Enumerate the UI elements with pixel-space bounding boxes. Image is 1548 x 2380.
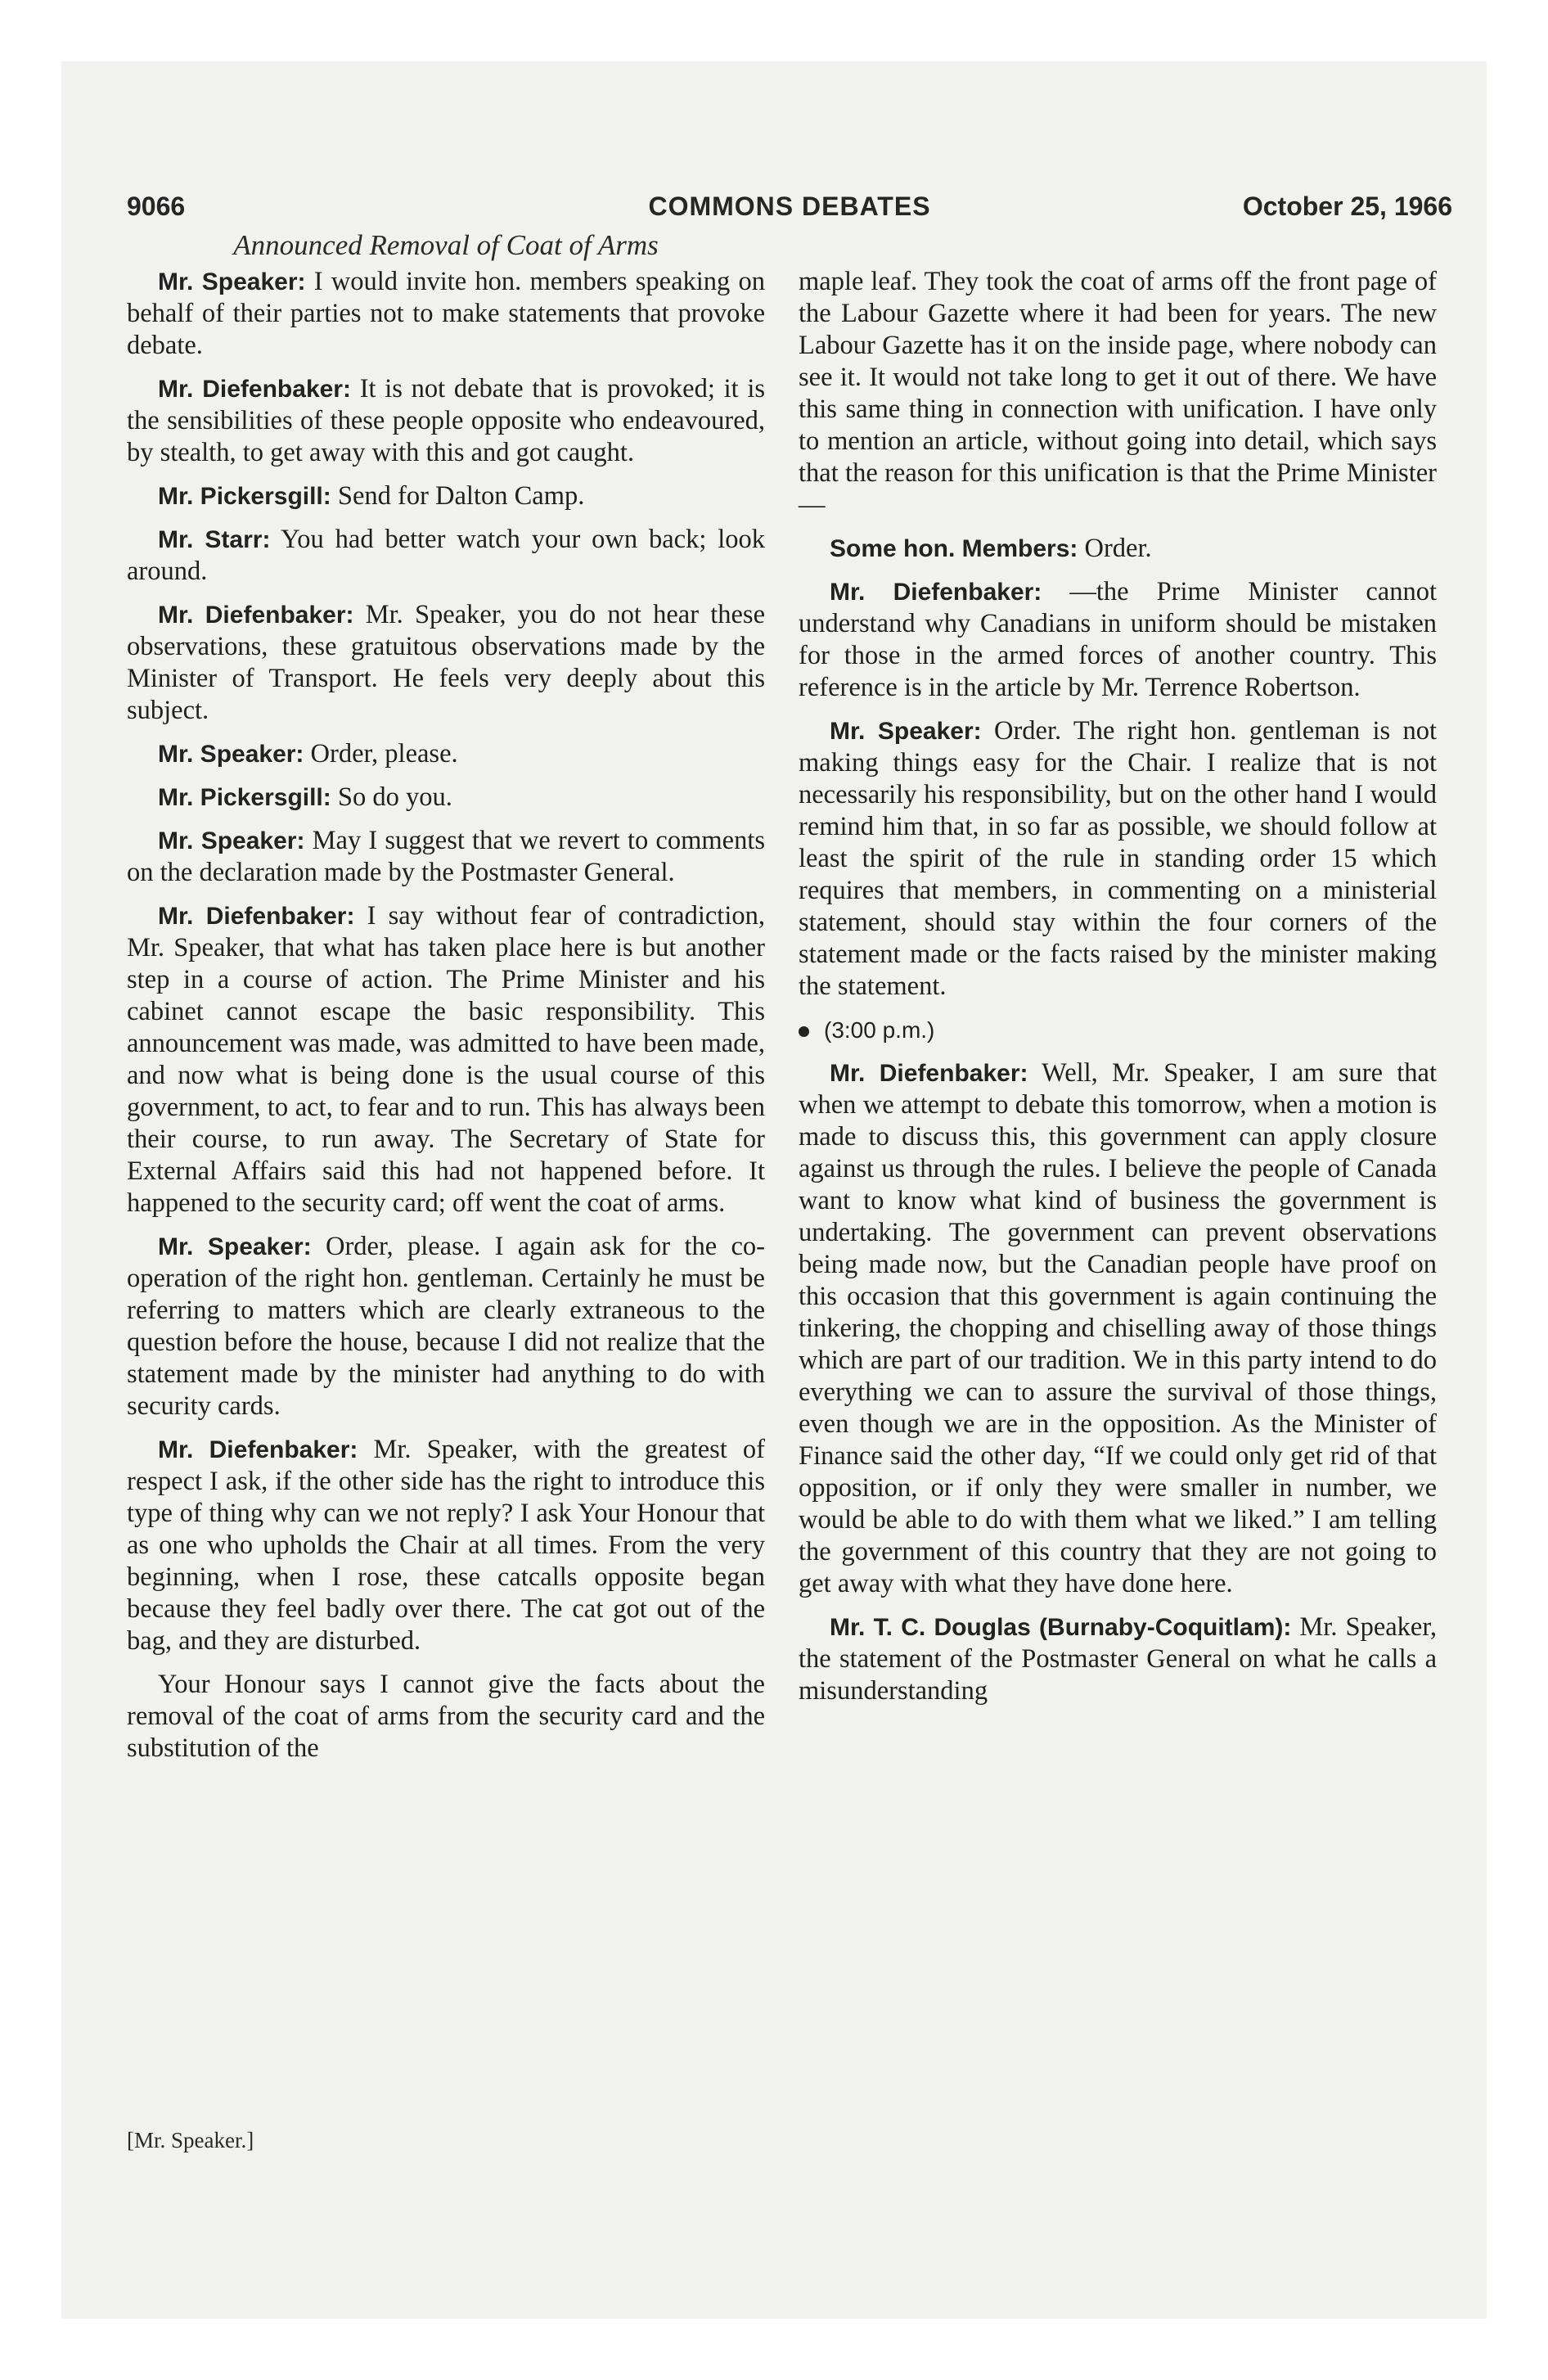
speech-text: Order, please. I again ask for the co-operation of the right hon. gentleman. Certainly he must be referring to matters which are clearly extraneous to the question before the house, because I did not realize that the statement made by the minister had anything to do with security cards. bbox=[127, 1232, 765, 1421]
speaker-name: Mr. Speaker: bbox=[158, 1233, 312, 1260]
time-marker-text: (3:00 p.m.) bbox=[824, 1017, 935, 1043]
speaker-name: Mr. Diefenbaker: bbox=[830, 1060, 1028, 1087]
speech-paragraph bbox=[799, 1611, 1437, 1707]
speaker-name: Some hon. Members: bbox=[830, 535, 1078, 562]
right-column bbox=[799, 266, 1437, 1719]
speech-text: It is not debate that is provoked; it is the sensibilities of these people opposite who endeavoured, by stealth, to get away with this and got caught. bbox=[127, 374, 766, 467]
speaker-name: Mr. Diefenbaker: bbox=[158, 602, 354, 629]
continued-paragraph: maple leaf. They took the coat of arms off the front page of the Labour Gazette where it had been for years. The new Labour Gazette has it on the inside page, where nobody can see it. It would not take long to get it out of there. We have this same thing in connection with unification. I have only to mention an article, without going into detail, which says that the reason for this unification is that the Prime Minister— bbox=[799, 267, 1437, 520]
speaker-name: Mr. T. C. Douglas (Burnaby-Coquitlam): bbox=[830, 1614, 1292, 1641]
speaker-name: Mr. Diefenbaker: bbox=[158, 1436, 358, 1463]
publication-title: COMMONS DEBATES bbox=[648, 192, 931, 221]
time-marker bbox=[799, 1014, 1437, 1046]
speaker-name: Mr. Pickersgill: bbox=[158, 784, 331, 811]
speaker-name: Mr. Pickersgill: bbox=[158, 483, 331, 510]
speech-text: Order. bbox=[1084, 534, 1152, 563]
publication-date: October 25, 1966 bbox=[1242, 192, 1452, 221]
speech-text: Mr. Speaker, with the greatest of respect I ask, if the other side has the right to introduce this type of thing why can we not reply? I ask Your Honour that as one who upholds the Chair at all times. From the very beginning, when I rose, these catcalls opposite began because they feel badly over there. The cat got out of the bag, and they are disturbed. bbox=[127, 1435, 765, 1656]
speech-paragraph bbox=[127, 738, 765, 770]
speech-paragraph bbox=[127, 782, 765, 814]
footnote: [Mr. Speaker.] bbox=[127, 2128, 254, 2152]
speech-paragraph bbox=[799, 576, 1437, 704]
speech-text: —the Prime Minister cannot understand why Canadians in uniform should be mistaken for those in the armed forces of another country. This reference is in the article by Mr. Terrence Robertson. bbox=[799, 577, 1437, 702]
speech-text: So do you. bbox=[337, 782, 452, 812]
speech-paragraph bbox=[127, 1434, 765, 1657]
speech-paragraph bbox=[127, 900, 765, 1219]
speech-paragraph bbox=[127, 373, 765, 469]
speech-paragraph bbox=[799, 533, 1437, 565]
speech-text: You had better watch your own back; look around. bbox=[127, 525, 765, 586]
speech-paragraph bbox=[799, 715, 1437, 1003]
speaker-name: Mr. Diefenbaker: bbox=[158, 903, 355, 930]
speaker-name: Mr. Speaker: bbox=[830, 718, 982, 745]
speech-text: I would invite hon. members speaking on behalf of their parties not to make statements that provoke debate. bbox=[127, 267, 766, 360]
speech-paragraph bbox=[127, 1231, 765, 1422]
speaker-name: Mr. Diefenbaker: bbox=[158, 376, 351, 403]
section-title: Announced Removal of Coat of Arms bbox=[233, 229, 659, 261]
speech-text: Mr. Speaker, the statement of the Postmaster General on what he calls a misunderstanding bbox=[799, 1612, 1437, 1706]
speaker-name: Mr. Diefenbaker: bbox=[830, 579, 1042, 606]
speech-text: Send for Dalton Camp. bbox=[337, 481, 585, 511]
speaker-name: Mr. Speaker: bbox=[158, 268, 306, 295]
speech-text: Order, please. bbox=[310, 739, 458, 769]
speech-text: May I suggest that we revert to comments on the declaration made by the Postmaster General. bbox=[127, 826, 765, 887]
speaker-name: Mr. Speaker: bbox=[158, 827, 305, 854]
speech-text: I say without fear of contradiction, Mr. Speaker, that what has taken place here is but another step in a course of action. The Prime Minister and his cabinet cannot escape the basic responsibility. This announcement was made, was admitted to have been made, and now what is being done is the usual course of this government, to act, to fear and to run. This has always been their course, to run away. The Secretary of State for External Affairs said this had not happened before. It happened to the security card; off went the coat of arms. bbox=[127, 901, 765, 1218]
speech-text: Your Honour says I cannot give the facts about the removal of the coat of arms from the security card and the substitution of the bbox=[127, 1670, 765, 1763]
speech-text: Order. The right hon. gentleman is not making things easy for the Chair. I realize that is not necessarily his responsibility, but on the other hand I would remind him that, in so far as possible, we should follow at least the spirit of the rule in standing order 15 which requires that members, in commenting on a ministerial statement, should stay within the four corners of the statement made or the facts raised by the minister making the statement. bbox=[799, 716, 1438, 1001]
speaker-name: Mr. Starr: bbox=[158, 526, 271, 553]
speech-paragraph bbox=[127, 266, 765, 362]
speech-paragraph bbox=[799, 1057, 1437, 1600]
speech-paragraph bbox=[127, 480, 765, 512]
speech-text: Mr. Speaker, you do not hear these observations, these gratuitous observations made by the Minister of Transport. He feels very deeply about this subject. bbox=[127, 600, 766, 725]
page-header bbox=[127, 192, 1452, 232]
left-column bbox=[127, 266, 765, 1776]
speech-paragraph bbox=[127, 1669, 765, 1765]
bullet-icon bbox=[799, 1026, 809, 1037]
speaker-name: Mr. Speaker: bbox=[158, 741, 304, 768]
speech-paragraph bbox=[127, 825, 765, 889]
speech-paragraph bbox=[127, 524, 765, 588]
page-number: 9066 bbox=[127, 192, 186, 221]
speech-text: Well, Mr. Speaker, I am sure that when we attempt to debate this tomorrow, when a motion is made to discuss this, this government can apply closure against us through the rules. I believe the people of Canada want to know what kind of business the government is undertaking. The government can prevent observations being made now, but the Canadian people have proof on this occasion that this government is again continuing the tinkering, the chopping and chiselling away of those things which are part of our tradition. We in this party intend to do everything we can to assure the survival of those things, even though we are in the opposition. As the Minister of Finance said the other day, “If we could only get rid of that opposition, or if only they were smaller in number, we would be able to do with them what we liked.” I am telling the government of this country that they are not going to get away with what they have done here. bbox=[799, 1058, 1437, 1598]
speech-paragraph bbox=[127, 599, 765, 727]
